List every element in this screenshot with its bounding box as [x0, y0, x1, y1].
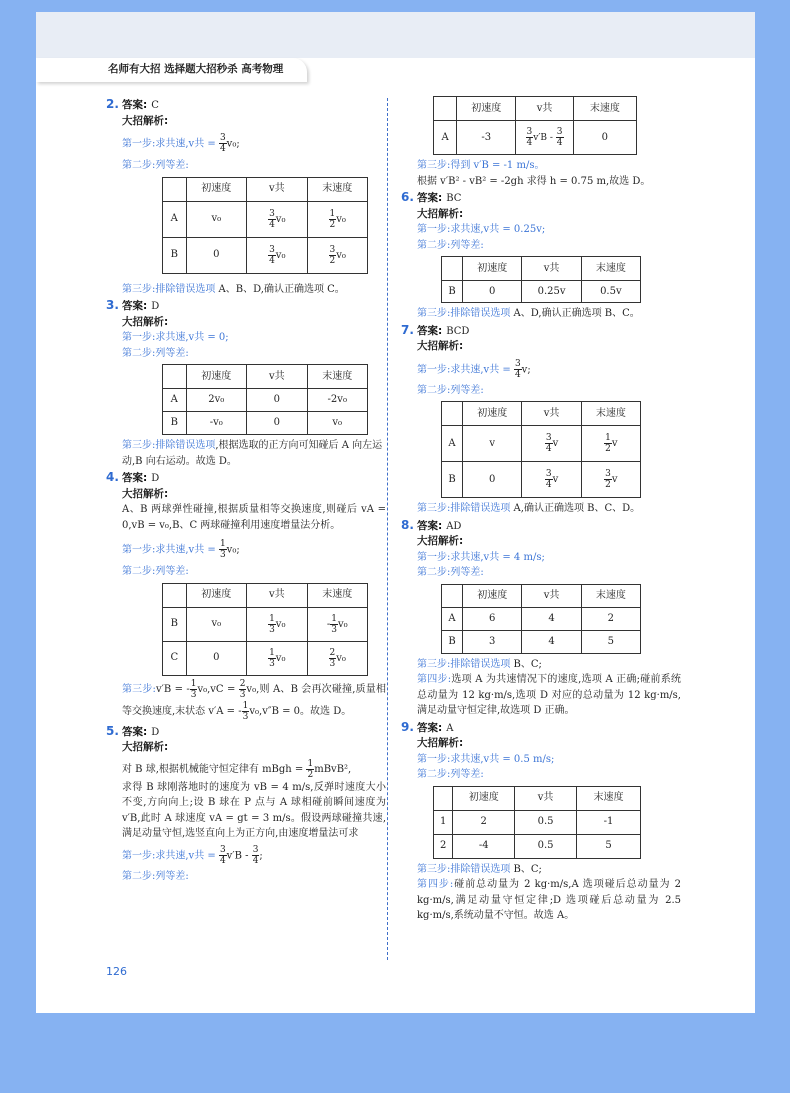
question-number: 4. [106, 470, 119, 484]
step-2: 第二步:列等差: [417, 567, 484, 578]
table-row: A -3 $\frac{3}{4}$ v′B - $\frac{3}{4}$ 0 [434, 121, 637, 155]
step-3: 第三步:排除错误选项 B、C; [417, 863, 542, 875]
question-9: 9. 答案: A 大招解析: 第一步:求共速,v共 = 0.5 m/s; 第二步:列等差: 初速度 v共 末速度 1 2 0.5 -1 2 -4 0.5 5 第三步:排除错误选项 B、C; 第四步:碰前总动量为 2 kg·m/s,A 选项碰后总动量为 2 kg·m/s,满足动量守恒定律;D 选项碰后总动量为 2.5 kg·m/s,系统动量不守恒。故选 A。 [401, 720, 681, 924]
table-row: 1 2 0.5 -1 [434, 810, 641, 834]
step-2: 第二步:列等差: [122, 160, 189, 171]
answer-value: AD [446, 520, 462, 532]
left-column [106, 96, 386, 884]
question-4: 4. 答案: D 大招解析: A、B 两球弹性碰撞,根据质量相等交换速度,则碰后 vA = 0,vB = v₀,B、C 两球碰撞利用速度增量法分析。 第一步:求共速,v共 = $\frac{1}{3}$ v₀; 第二步:列等差: 初速度 v共 末速度 B v₀ $\frac{1}{3}$ v₀ - $\frac{1}{3}$ v₀ C 0 $\frac{1}{3}$ v₀ $\frac{2}{3}$ v₀ 第三步:v′B = - $\frac{1}{3}$ v₀,vC = $\frac{2}{3}$ v₀,则 A、B 会再次碰撞,质量相等交换速度,末状态 v′A = - $\frac{1}{3}$ v₀,v″B = 0。故选 D。 [106, 470, 386, 722]
table-row: B 3 4 5 [442, 630, 641, 653]
table-row: B 0 0.25v 0.5v [442, 281, 641, 303]
analysis-text: 根据 v′B² - vB² = -2gh 求得 h = 0.75 m,故选 D。 [417, 175, 651, 187]
step-3: 第三步:排除错误选项 A、D,确认正确选项 B、C。 [417, 308, 640, 319]
step-3: 第三步:排除错误选项,根据选取的正方向可知碰后 A 向左运动,B 向右运动。故选 D。 [122, 440, 383, 467]
step-4: 第四步:选项 A 为共速情况下的速度,选项 A 正确;碰前系统总动量为 12 kg·m/s,选项 D 对应的总动量为 12 kg·m/s,满足动量守恒定律,故选项 D 正确。 [417, 674, 681, 716]
step-1: 第一步:求共速,v共 = 0.25v; [417, 224, 546, 235]
velocity-table: 初速度 v共 末速度 1 2 0.5 -1 2 -4 0.5 5 [433, 786, 641, 859]
table-row: B 0 $\frac{3}{4}$ v $\frac{3}{2}$ v [442, 462, 641, 498]
header-band [36, 12, 755, 58]
answer-value: D [151, 726, 160, 738]
question-7: 7. 答案: BCD 大招解析: 第一步:求共速,v共 = $\frac{3}{4}$ v; 第二步:列等差: 初速度 v共 末速度 A v $\frac{3}{4}$ v $\frac{1}{2}$ v B 0 $\frac{3}{4}$ v $\frac{3}{2}$ v 第三步:排除错误选项 A,确认正确选项 B、C、D。 [401, 323, 681, 517]
step-1: 第一步:求共速,v共 = $\frac{3}{4}$ v₀; [122, 133, 240, 154]
question-number: 2. [106, 97, 119, 111]
table-row: B v₀ $\frac{1}{3}$ v₀ - $\frac{1}{3}$ v₀ [163, 607, 368, 641]
table-row: A v $\frac{3}{4}$ v $\frac{1}{2}$ v [442, 426, 641, 462]
table-row: B 0 $\frac{3}{4}$ v₀ $\frac{3}{2}$ v₀ [163, 237, 368, 273]
step-3: 第三步:得到 v′B = -1 m/s。 [417, 160, 545, 171]
answer-label: 答案: [122, 99, 148, 111]
question-3: 3. 答案: D 大招解析: 第一步:求共速,v共 = 0; 第二步:列等差: 初速度 v共 末速度 A 2v₀ 0 -2v₀ B -v₀ 0 v₀ 第三步:排除错误选项,根据选取的正方向可知碰后 A 向左运动,B 向右运动。故选 D。 [106, 298, 386, 469]
step-1: 第一步:求共速,v共 = $\frac{1}{3}$ v₀; [122, 539, 240, 560]
question-number: 3. [106, 298, 119, 312]
step-2: 第二步:列等差: [122, 870, 189, 882]
step-3: 第三步:排除错误选项 B、C; [417, 658, 542, 670]
analysis-text: 对 B 球,根据机械能守恒定律有 mBgh = $\frac{1}{2}$ mBvB², [122, 758, 352, 780]
answer-value: D [151, 473, 160, 484]
table-row: A v₀ $\frac{3}{4}$ v₀ $\frac{1}{2}$ v₀ [163, 201, 368, 237]
analysis-text: 求得 B 球刚落地时的速度为 vB = 4 m/s,反弹时速度大小不变,方向向上;设 B 球在 P 点与 A 球相碰前瞬间速度为 v′B,此时 A 球速度 vA = gt = 3 m/s。假设两球碰撞共速,满足动量守恒,选竖直向上为正方向,由速度增量法可求 [122, 781, 386, 839]
document-page [36, 12, 755, 1013]
step-3: 第三步:排除错误选项 A,确认正确选项 B、C、D。 [417, 503, 641, 514]
table-row: C 0 $\frac{1}{3}$ v₀ $\frac{2}{3}$ v₀ [163, 641, 368, 675]
step-2: 第二步:列等差: [417, 769, 484, 780]
running-header: 名师有大招 选择题大招秒杀 高考物理 [36, 58, 307, 82]
question-6: 6. 答案: BC 大招解析: 第一步:求共速,v共 = 0.25v; 第二步:列等差: 初速度 v共 末速度 B 0 0.25v 0.5v 第三步:排除错误选项 A、D,确认正确选项 B、C。 [401, 190, 681, 322]
analysis-heading: 大招解析: [122, 114, 169, 127]
question-number: 6. [401, 190, 414, 204]
step-3: 第三步:v′B = - $\frac{1}{3}$ v₀,vC = $\frac{2}{3}$ v₀,则 A、B 会再次碰撞,质量相等交换速度,末状态 v′A = - $\frac{1}{3}$ v₀,v″B = 0。故选 D。 [122, 678, 386, 722]
step-1: 第一步:求共速,v共 = $\frac{3}{4}$ v; [417, 358, 531, 380]
table-row: B -v₀ 0 v₀ [163, 412, 368, 435]
question-8: 8. 答案: AD 大招解析: 第一步:求共速,v共 = 4 m/s; 第二步:列等差: 初速度 v共 末速度 A 6 4 2 B 3 4 5 第三步:排除错误选项 B、C; 第四步:选项 A 为共速情况下的速度,选项 A 正确;碰前系统总动量为 12 kg·m/s,选项 D 对应的总动量为 12 kg·m/s,满足动量守恒定律,故选项 D 正确。 [401, 518, 681, 719]
step-1: 第一步:求共速,v共 = 0.5 m/s; [417, 753, 555, 765]
step-2: 第二步:列等差: [417, 384, 484, 396]
question-2 [106, 97, 386, 297]
question-number: 8. [401, 517, 414, 532]
right-column [401, 96, 681, 924]
question-5-continued [401, 96, 681, 189]
velocity-table: 初速度 v共 末速度 B v₀ $\frac{1}{3}$ v₀ - $\frac{1}{3}$ v₀ C 0 $\frac{1}{3}$ v₀ $\frac{2}{3}$ v₀ [162, 583, 368, 676]
column-divider [387, 98, 388, 960]
page-number: 126 [106, 965, 127, 978]
question-number: 7. [401, 322, 414, 337]
velocity-table: 初速度 v共 末速度 A v $\frac{3}{4}$ v $\frac{1}{2}$ v B 0 $\frac{3}{4}$ v $\frac{3}{2}$ v [441, 401, 641, 498]
answer-value: A [446, 722, 454, 734]
question-number: 5. [106, 723, 119, 738]
velocity-table: 初速度 v共 末速度 A 6 4 2 B 3 4 5 [441, 584, 641, 654]
velocity-table: 初速度 v共 末速度 B 0 0.25v 0.5v [441, 256, 641, 303]
answer-value: C [151, 100, 159, 111]
analysis-text: A、B 两球弹性碰撞,根据质量相等交换速度,则碰后 vA = 0,vB = v₀,B、C 两球碰撞利用速度增量法分析。 [122, 504, 386, 531]
answer-value: BC [446, 193, 462, 204]
step-3: 第三步:排除错误选项 A、B、D,确认正确选项 C。 [122, 283, 345, 295]
table-row: A 2v₀ 0 -2v₀ [163, 389, 368, 412]
step-2: 第二步:列等差: [417, 239, 484, 251]
question-number: 9. [401, 719, 414, 734]
table-row: A 6 4 2 [442, 607, 641, 630]
answer-value: D [151, 301, 160, 312]
question-5: 5. 答案: D 大招解析: 对 B 球,根据机械能守恒定律有 mBgh = $\frac{1}{2}$ mBvB², 求得 B 球刚落地时的速度为 vB = 4 m/s,反弹时速度大小不变,方向向上;设 B 球在 P 点与 A 球相碰前瞬间速度为 v′B,此时 A 球速度 vA = gt = 3 m/s。假设两球碰撞共速,满足动量守恒,选竖直向上为正方向,由速度增量法可求 第一步:求共速,v共 = $\frac{3}{4}$ v′B - $\frac{3}{4}$ ; 第二步:列等差: [106, 724, 386, 885]
velocity-table: 初速度 v共 末速度 A -3 $\frac{3}{4}$ v′B - $\frac{3}{4}$ 0 [433, 96, 637, 155]
answer-value: BCD [446, 325, 470, 337]
velocity-table: 初速度 v共 末速度 A 2v₀ 0 -2v₀ B -v₀ 0 v₀ [162, 364, 368, 435]
step-1: 第一步:求共速,v共 = 4 m/s; [417, 551, 545, 563]
table-row: 2 -4 0.5 5 [434, 834, 641, 858]
step-2: 第二步:列等差: [122, 347, 189, 359]
step-2: 第二步:列等差: [122, 566, 189, 577]
velocity-table: 初速度 v共 末速度 A v₀ $\frac{3}{4}$ v₀ $\frac{1}{2}$ v₀ B 0 $\frac{3}{4}$ v₀ $\frac{3}{2}$ v₀ [162, 177, 368, 274]
step-4: 第四步:碰前总动量为 2 kg·m/s,A 选项碰后总动量为 2 kg·m/s,满足动量守恒定律;D 选项碰后总动量为 2.5 kg·m/s,系统动量不守恒。故选 A。 [417, 879, 681, 921]
step-1: 第一步:求共速,v共 = $\frac{3}{4}$ v′B - $\frac{3}{4}$ ; [122, 844, 263, 866]
step-1: 第一步:求共速,v共 = 0; [122, 332, 229, 343]
